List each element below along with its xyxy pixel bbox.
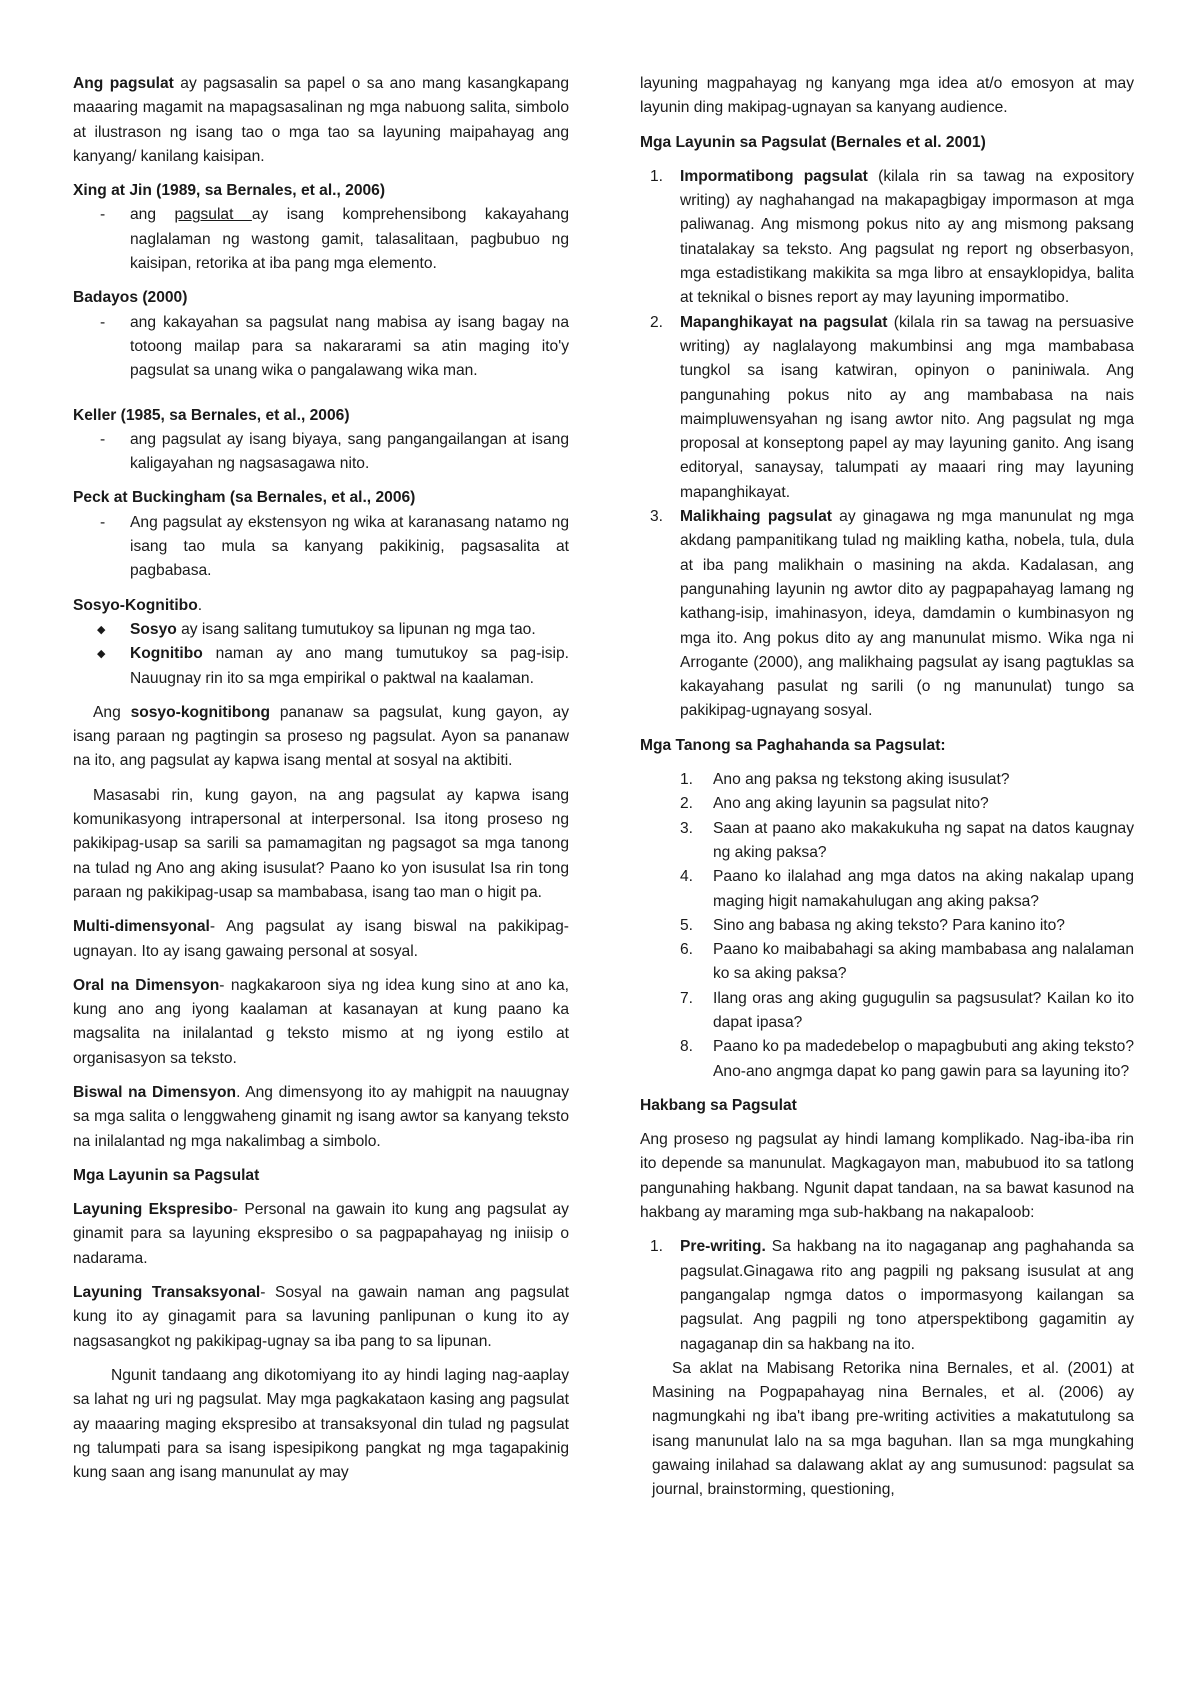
- list-number: 2.: [680, 795, 694, 813]
- prewriting-text: Sa hakbang na ito nagaganap ang paghahanda sa pagsulat.Ginagawa rito ang pagpili ng paksang isusulat at ang pangangalap ngmga datos o impormasyong kailangan sa pagsulat. Ang pagpili ng tono atperspektibong gagamitin ay nagaganap din sa hakbang na ito.: [680, 1238, 1134, 1353]
- aklat-paragraph: Sa aklat na Mabisang Retorika nina Bernales, et al. (2001) at Masining na Pogpapahayag nina Bernales, et al. (2006) ay nagmungkahi ng iba't ibang pre-writing activities a makatutulong sa isang manunulat lalo na sa mga baguhan. Ilan sa mga mungkahing gawaing inilahad sa dalawang aklat ay ang sumusunod: pagsulat sa journal, brainstorming, questioning,: [652, 1359, 1134, 1499]
- tanong-list: [640, 768, 1134, 1084]
- sosyo-section: [73, 594, 569, 691]
- xing-list: [73, 203, 569, 276]
- layunin-text: (kilala rin sa tawag na expository writing) ay naghahangad na makapagbigay impormason at mga paliwanag. Ang mismong pokus nito ay ang mismong paksang tinatalakay sa teksto. Ang pagsulat ng report ng obserbasyon, mga estadistikang makikita sa mga libro at ensayklopidya, balita at teknikal o bisnes report ay may layuning impormatibo.: [680, 167, 1134, 307]
- intro-text: ay pagsasalin sa papel o sa ano mang kasangkapang maaaring magamit na mapagsasalinan ng mga nabuong salita, simbolo at ilustrason ng isang tao o mga tao sa layuning maipahayag ang kanyang/ kanilang kaisipan.: [73, 75, 569, 165]
- list-number: 7.: [680, 989, 694, 1007]
- sosyo-paragraph-pre: Ang: [93, 703, 131, 721]
- masasabi-paragraph: Masasabi rin, kung gayon, na ang pagsulat ay kapwa isang komunikasyong intrapersonal at interpersonal. Isa itong proseso ng pakikipag-usap sa sarili sa pamamagitan ng pagsagot sa mga tanong na tulad ng Ano ang aking isusulat? Paano ko yon isusulat Isa rin tong paraan ng pakikipag-usap sa mambabasa, isang tao man o higit pa.: [73, 786, 569, 901]
- peck-item: - Ang pagsulat ay ekstensyon ng wika at karanasang natamo ng isang tao mula sa kanyang pakikinig, pagsasalita at pagbabasa.: [73, 511, 569, 584]
- tanong-item: [640, 865, 1134, 914]
- badayos-list: [73, 311, 569, 384]
- oral-text: - nagkakaroon siya ng idea kung sino at ano ka, kung ano ang iyong kaalaman at kasanayan at kung paano ka magsalita na inilalantad g teksto mismo at ng iyong estilo at organisasyon sa teksto.: [73, 976, 569, 1067]
- badayos-item: - ang kakayahan sa pagsulat nang mabisa ay isang bagay na totoong mailap para sa nakararami sa atin maging ito'y pagsulat sa unang wika o pangalawang wika man.: [73, 311, 569, 384]
- peck-list: [73, 511, 569, 584]
- tanong-item: [640, 1035, 1134, 1084]
- xing-item-underline: pagsulat: [174, 206, 252, 224]
- tanong-heading: Mga Tanong sa Paghahanda sa Pagsulat:: [640, 736, 946, 754]
- xing-item: [73, 203, 569, 276]
- oral-paragraph: [73, 974, 569, 1071]
- ekspresibo-term: Layuning Ekspresibo: [73, 1201, 233, 1219]
- sosyo-paragraph: [73, 701, 569, 774]
- xing-section: [73, 179, 569, 276]
- hakbang-list: [640, 1235, 1134, 1356]
- ngunit-paragraph: Ngunit tandaang ang dikotomiyang ito ay hindi laging nag-aaplay sa lahat ng uri ng pagsulat. May mga pagkakataon kasing ang pagsulat ay maaaring maging ekspresibo at transaksyonal din tulad ng pagsulat ng talumpati para sa isang ispesipikong pangkat ng mga tagapakinig kung saan ang isang manunulat ay may: [73, 1366, 569, 1482]
- tanong-text: Paano ko pa madedebelop o mapagbubuti ang aking teksto? Ano-ano angmga dapat ko pang gawin para sa layuning ito?: [713, 1038, 1134, 1080]
- prewriting-term: Pre-writing.: [680, 1238, 766, 1256]
- biswal-term: Biswal na Dimensyon: [73, 1083, 237, 1101]
- layunin-text: ay ginagawa ng mga manunulat ng mga akdang pampanitikang tulad ng maikling katha, nobela, tula, dula at iba pang malikhain o masining na akda. Kadalasan, ang pangunahing layunin ng awtor dito ay pagpapahayag lamang ng kathang-isip, imahinasyon, ideya, damdamin o kumbinasyon ng mga ito. Ang pokus dito ay ang manunulat mismo. Wika nga ni Arrogante (2000), ang malikhaing pagsulat ay isang pagtuklas sa kakayahang pasulat ng sarili (o ng manunulat) tungo sa pakikipag-ugnayang sosyal.: [680, 508, 1134, 720]
- xing-item-post: ay isang komprehensibong kakayahang naglalaman ng wastong gamit, talasalitaan, pagbubuo ng kaisipan, retorika at iba pang mga elemento.: [130, 206, 570, 273]
- kognitibo-bullet: [73, 642, 569, 691]
- intro-lead: Ang pagsulat: [73, 75, 174, 92]
- list-number: 8.: [680, 1038, 694, 1056]
- tanong-item: [640, 987, 1134, 1036]
- tanong-item: [640, 938, 1134, 987]
- list-number: 1.: [650, 167, 664, 185]
- keller-heading: Keller (1985, sa Bernales, et al., 2006): [73, 406, 350, 424]
- sosyo-bullet-text: ay isang salitang tumutukoy sa lipunan ng mga tao.: [176, 620, 536, 638]
- sosyo-bullet-term: Sosyo: [130, 620, 177, 638]
- layunin-term: Impormatibong pagsulat: [680, 167, 868, 185]
- multi-term: Multi-dimensyonal: [73, 918, 210, 936]
- kognitibo-bullet-term: Kognitibo: [130, 645, 203, 663]
- sosyo-heading-tail: .: [197, 596, 203, 614]
- sosyo-list: [73, 618, 569, 691]
- prewriting-item: [640, 1235, 1134, 1356]
- intro-paragraph: [73, 72, 569, 169]
- badayos-section: [73, 286, 569, 383]
- badayos-heading: Badayos (2000): [73, 289, 188, 307]
- hakbang-heading: Hakbang sa Pagsulat: [640, 1096, 797, 1114]
- tanong-text: Paano ko ilalahad ang mga datos na aking nakalap upang maging higit namakahulugan ang aking paksa?: [713, 868, 1134, 910]
- sosyo-paragraph-post: pananaw sa pagsulat, kung gayon, ay isang paraan ng pagtingin sa proseso ng pagsulat. Ayon sa pananaw na ito, ang pagsulat ay kapwa isang mental at sosyal na aktibiti.: [73, 703, 569, 770]
- tanong-item: [640, 914, 1134, 938]
- ekspresibo-text: - Personal na gawain ito kung ang pagsulat ay ginamit para sa layuning ekspresibo o sa pagpapahayag ng iniisip o nadarama.: [73, 1201, 569, 1267]
- left-column: [73, 72, 569, 1495]
- layunin-list: [640, 165, 1134, 724]
- keller-list: [73, 428, 569, 477]
- spacer: [73, 394, 569, 404]
- sosyo-bullet: [73, 618, 569, 642]
- transaksyonal-term: Layuning Transaksyonal: [73, 1284, 261, 1302]
- transaksyonal-text: - Sosyal na gawain naman ang pagsulat kung ito ay ginagamit para sa lavuning panlipunan o kung ito ay nagsasangkot ng pakikipag-ugnay sa iba pang to sa lipunan.: [73, 1284, 569, 1350]
- tanong-item: [640, 817, 1134, 866]
- keller-item: - ang pagsulat ay isang biyaya, sang pangangailangan at isang kaligayahan ng nagsasagawa nito.: [73, 428, 569, 477]
- xing-item-pre: ang: [130, 206, 175, 224]
- list-number: 2.: [650, 313, 664, 331]
- tanong-item: [640, 792, 1134, 816]
- tanong-text: Ano ang paksa ng tekstong aking isusulat?: [713, 771, 1010, 789]
- layunin-term: Mapanghikayat na pagsulat: [680, 313, 888, 331]
- keller-section: [73, 404, 569, 477]
- tanong-text: Paano ko maibabahagi sa aking mambabasa ang nalalaman ko sa aking paksa?: [713, 941, 1134, 983]
- continued-paragraph: layuning magpahayag ng kanyang mga idea at/o emosyon at may layunin ding makipag-ugnayan sa kanyang audience.: [640, 75, 1134, 117]
- oral-term: Oral na Dimensyon: [73, 976, 220, 994]
- list-number: 3.: [650, 508, 664, 526]
- layunin-heading: Mga Layunin sa Pagsulat: [73, 1166, 260, 1184]
- layunin-bernales-heading: Mga Layunin sa Pagsulat (Bernales et al. 2001): [640, 133, 986, 151]
- list-number: 4.: [680, 868, 694, 886]
- layunin-item: [640, 165, 1134, 311]
- sosyo-heading-line: [73, 594, 569, 618]
- peck-section: [73, 486, 569, 583]
- tanong-text: Ilang oras ang aking gugugulin sa pagsusulat? Kailan ko ito dapat ipasa?: [713, 989, 1134, 1031]
- multi-paragraph: [73, 915, 569, 964]
- list-number: 3.: [680, 819, 694, 837]
- xing-heading: Xing at Jin (1989, sa Bernales, et al., 2006): [73, 182, 386, 200]
- sosyo-paragraph-term: sosyo-kognitibong: [130, 703, 271, 721]
- tanong-text: Ano ang aking layunin sa pagsulat nito?: [713, 795, 989, 813]
- hakbang-paragraph: Ang proseso ng pagsulat ay hindi lamang komplikado. Nag-iba-iba rin ito depende sa manunulat. Magkagayon man, mabubuod ito sa tatlong pangunahing hakbang. Ngunit dapat tandaan, na sa bawat kasunod na hakbang ay maraming mga sub-hakbang na nakapaloob:: [640, 1131, 1134, 1222]
- list-number: 1.: [650, 1238, 664, 1256]
- right-column: [640, 72, 1134, 1513]
- kognitibo-bullet-text: naman ay ano mang tumutukoy sa pag-isip. Nauugnay rin ito sa mga empirikal o paktwal na kaalaman.: [130, 645, 569, 687]
- tanong-text: Saan at paano ako makakukuha ng sapat na datos kaugnay ng aking paksa?: [713, 819, 1134, 861]
- list-number: 1.: [680, 771, 694, 789]
- ekspresibo-paragraph: [73, 1198, 569, 1271]
- transaksyonal-paragraph: [73, 1281, 569, 1354]
- list-number: 5.: [680, 916, 694, 934]
- biswal-paragraph: [73, 1081, 569, 1154]
- sosyo-heading: Sosyo-Kognitibo: [73, 596, 198, 614]
- multi-text: - Ang pagsulat ay isang biswal na pakikipag-ugnayan. Ito ay isang gawaing personal at sosyal.: [73, 918, 569, 960]
- peck-heading: Peck at Buckingham (sa Bernales, et al., 2006): [73, 489, 416, 507]
- layunin-item: [640, 311, 1134, 505]
- layunin-text: (kilala rin sa tawag na persuasive writing) ay naglalayong makumbinsi ang mga mambabasa tungkol sa isang katwiran, opinyon o paniniwala. Ang pangunahing pokus nito ay ang mambabasa na nais maimpluwensyahan ng isang awtor nito. Ang pagsulat ng mga proposal at konseptong papel ay may layuning ganito. Ang isang editoryal, sanaysay, talumpati ay maaari ring may layuning mapanghikayat.: [680, 313, 1134, 501]
- list-number: 6.: [680, 941, 694, 959]
- tanong-item: [640, 768, 1134, 792]
- layunin-term: Malikhaing pagsulat: [680, 508, 832, 526]
- tanong-text: Sino ang babasa ng aking teksto? Para kanino ito?: [713, 916, 1065, 934]
- layunin-item: [640, 505, 1134, 724]
- biswal-text: . Ang dimensyong ito ay mahigpit na nauugnay sa mga salita o lenggwaheng ginamit ng isang awtor sa kanyang teksto na inilalantad ng mga nakalimbag a simbolo.: [73, 1083, 569, 1150]
